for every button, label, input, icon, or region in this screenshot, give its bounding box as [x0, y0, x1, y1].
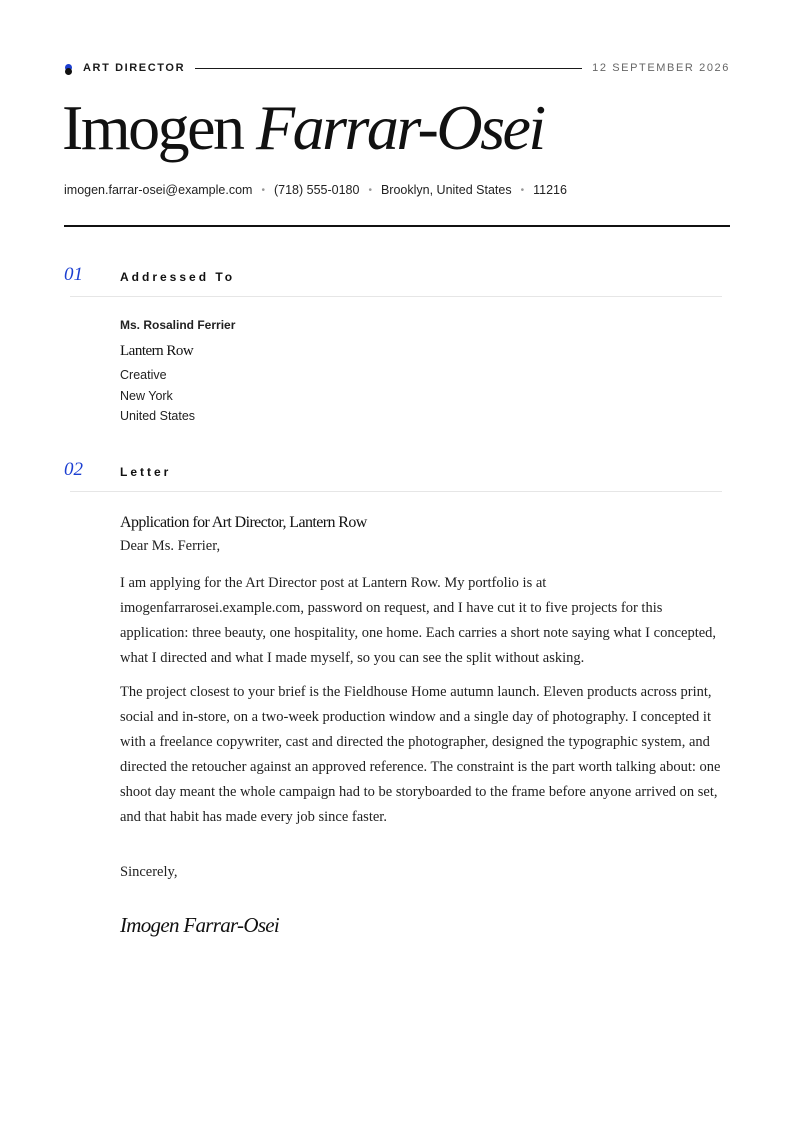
header-rule [64, 225, 730, 227]
recipient-address [120, 316, 235, 427]
address-line: United States [120, 409, 196, 423]
letter-closing: Sincerely, [120, 864, 178, 880]
location-text: Brooklyn, United States [380, 183, 512, 197]
letter-paragraph: I am applying for the Art Director post at Lantern Row. My portfolio is at imogenfarrarosei.example.com, password on request, and I have cut it to five projects for this application: three beauty, one hospitality, one home. Each carries a short note saying what I concepted, what I directed and what I made myself, so you can see the split without asking. [120, 575, 717, 666]
section-divider [70, 296, 722, 297]
section-number-letter: 02 [64, 459, 83, 480]
applicant-name [62, 92, 544, 164]
recipient-company: Lantern Row [120, 343, 194, 359]
last-name: Farrar-Osei [256, 92, 544, 163]
separator-dot: • [261, 184, 265, 196]
section-title-addressed: Addressed To [120, 270, 236, 284]
role-label: ART DIRECTOR [83, 62, 186, 74]
address-line: Creative [120, 368, 167, 382]
contact-line [64, 183, 567, 197]
letter-paragraph: The project closest to your brief is the Fieldhouse Home autumn launch. Eleven products across print, social and in-store, on a two-week production window and a single day of photography. I concepted it with a freelance copywriter, cast and directed the photographer, designed the typographic system, and directed the retoucher against an approved reference. The constraint is the part worth talking about: one shoot day meant the whole campaign had to be storyboarded to the frame before anyone arrived on set, and that habit has made every job since faster. [120, 684, 721, 825]
letter-subject: Application for Art Director, Lantern Row [120, 514, 367, 531]
letter-greeting: Dear Ms. Ferrier, [120, 538, 221, 554]
separator-dot: • [520, 184, 525, 196]
brand-dots-icon [64, 61, 74, 75]
email-text: imogen.farrar-osei@example.com [64, 183, 253, 197]
first-name: Imogen [62, 92, 243, 163]
header-divider [195, 68, 582, 69]
phone-text: (718) 555-0180 [273, 183, 360, 197]
postcode-text: 11216 [533, 183, 567, 197]
signature: Imogen Farrar-Osei [120, 913, 280, 937]
letter-date: 12 SEPTEMBER 2026 [592, 62, 730, 74]
section-number-addressed: 01 [64, 264, 83, 285]
separator-dot: • [368, 184, 372, 196]
section-divider [70, 491, 722, 492]
recipient-name: Ms. Rosalind Ferrier [120, 318, 236, 332]
section-title-letter: Letter [120, 465, 172, 479]
address-line: New York [120, 388, 173, 403]
letter-body [120, 512, 732, 938]
header-topbar [64, 60, 730, 76]
